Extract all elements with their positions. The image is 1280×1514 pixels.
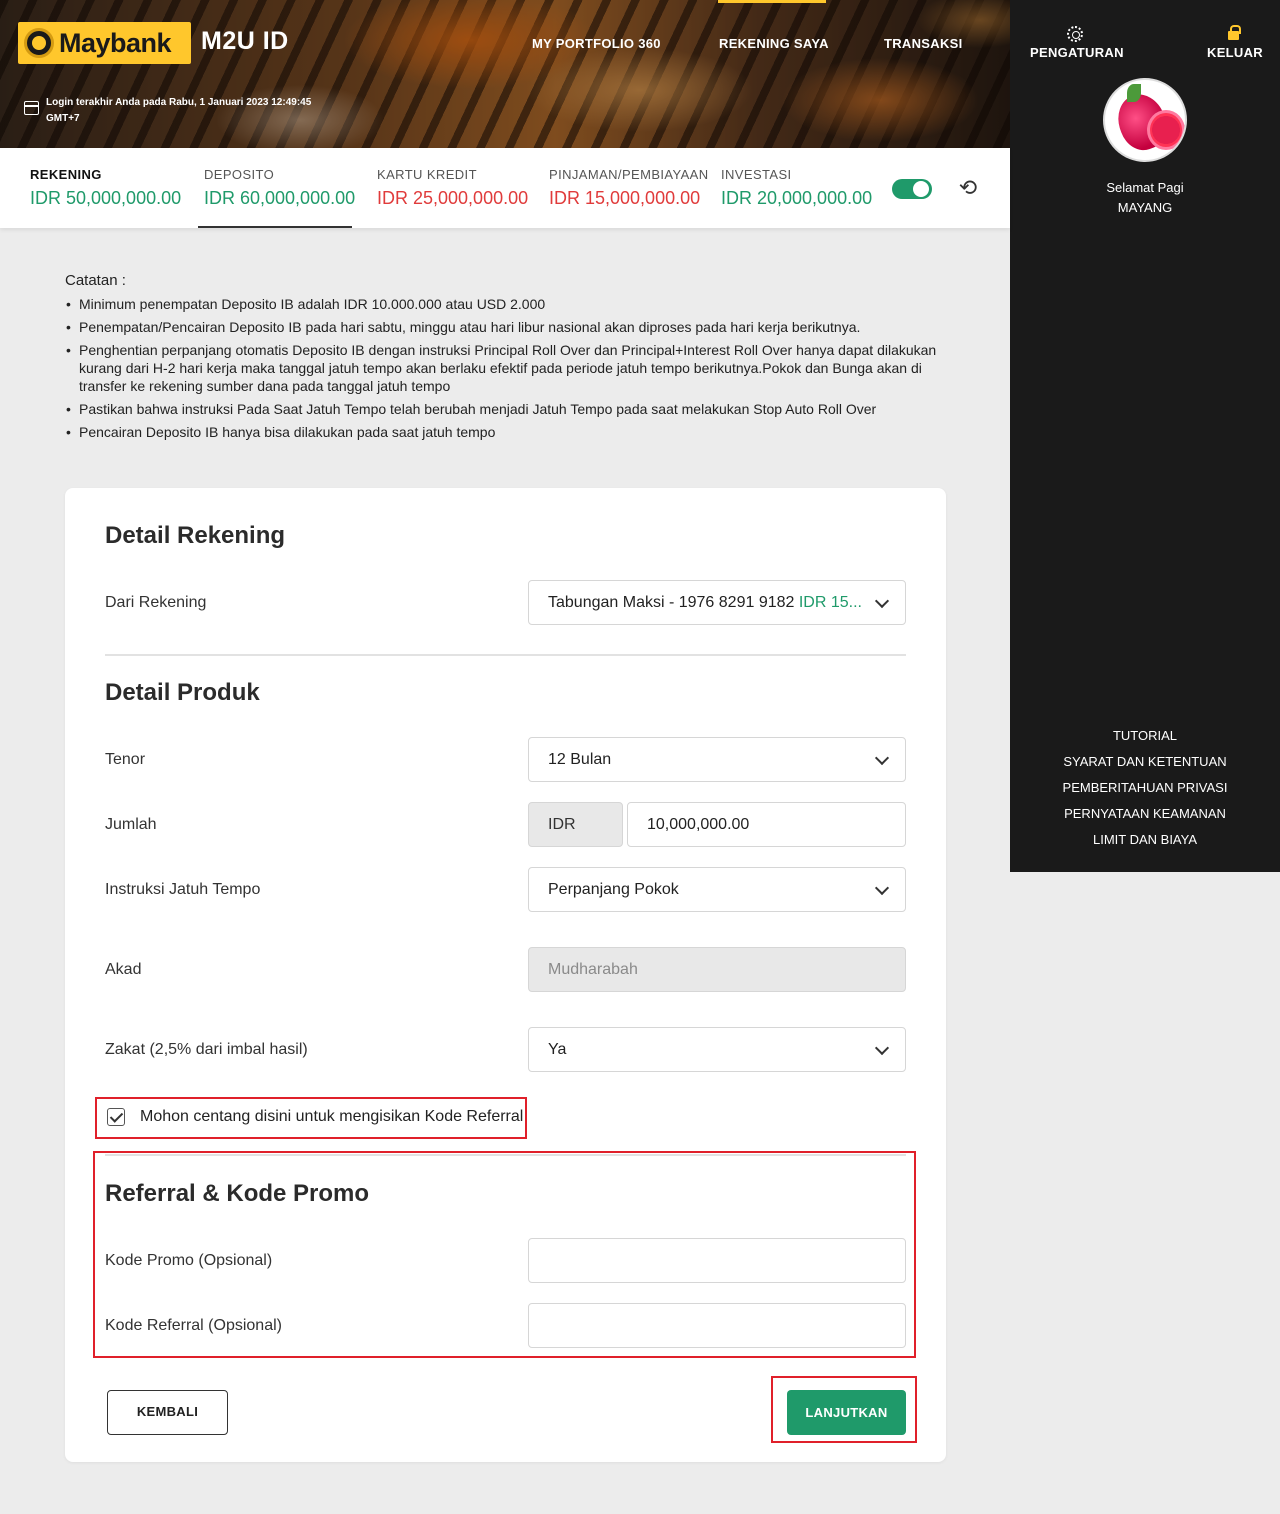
note-item: • Minimum penempatan Deposito IB adalah IDR 10.000.000 atau USD 2.000 bbox=[65, 295, 945, 313]
notes-title: Catatan : bbox=[65, 272, 126, 289]
jumlah-input[interactable]: 10,000,000.00 bbox=[627, 802, 906, 847]
app-name: M2U ID bbox=[201, 27, 289, 55]
dari-rekening-value: Tabungan Maksi - 1976 8291 9182 bbox=[548, 594, 799, 611]
link-tutorial[interactable]: TUTORIAL bbox=[1112, 728, 1178, 743]
tenor-value: 12 Bulan bbox=[548, 751, 612, 768]
instruksi-label: Instruksi Jatuh Tempo bbox=[105, 881, 261, 898]
summary-label: REKENING bbox=[30, 167, 102, 182]
deposit-form-card bbox=[65, 488, 946, 1462]
continue-button-highlight-box bbox=[771, 1376, 917, 1443]
nav-rekening-saya[interactable]: REKENING SAYA bbox=[719, 36, 829, 51]
summary-value: IDR 20,000,000.00 bbox=[721, 188, 873, 208]
zakat-label: Zakat (2,5% dari imbal hasil) bbox=[105, 1041, 308, 1058]
summary-label: INVESTASI bbox=[721, 167, 792, 182]
referral-label: Kode Referral (Opsional) bbox=[105, 1317, 282, 1334]
continue-button[interactable]: LANJUTKAN bbox=[787, 1390, 906, 1435]
currency-box: IDR bbox=[528, 802, 623, 847]
summary-kartu-kredit[interactable] bbox=[377, 167, 528, 209]
section-divider bbox=[105, 654, 906, 656]
checkbox-highlight-box bbox=[95, 1097, 527, 1139]
note-item: • Penempatan/Pencairan Deposito IB pada hari sabtu, minggu atau hari libur nasional akan diproses pada hari kerja berikutnya. bbox=[65, 318, 945, 336]
lock-icon[interactable] bbox=[1228, 31, 1239, 40]
summary-value: IDR 15,000,000.00 bbox=[549, 188, 701, 208]
chevron-down-icon bbox=[875, 1041, 889, 1055]
note-item: • Penghentian perpanjang otomatis Deposito IB dengan instruksi Principal Roll Over dan Principal+Interest Roll Over hanya dapat dilakukan kurang dari H-2 hari kerja maka tanggal jatuh tempo akan berlaku efektif pada periode jatuh tempo berikutnya.Pokok dan Bunga akan di transfer ke rekening sumber dana pada tanggal jatuh tempo bbox=[65, 341, 945, 395]
summary-label: PINJAMAN/PEMBIAYAAN bbox=[549, 167, 709, 182]
summary-value: IDR 60,000,000.00 bbox=[204, 188, 356, 208]
balance-visibility-toggle[interactable] bbox=[892, 179, 932, 199]
referral-checkbox-label[interactable]: Mohon centang disini untuk mengisikan Kode Referral bbox=[140, 1108, 524, 1125]
chevron-down-icon bbox=[875, 751, 889, 765]
calendar-clock-icon bbox=[24, 101, 39, 115]
settings-link[interactable]: PENGATURAN bbox=[1030, 45, 1124, 60]
summary-label: DEPOSITO bbox=[204, 167, 275, 182]
summary-value: IDR 25,000,000.00 bbox=[377, 188, 529, 208]
active-tab-underline bbox=[198, 226, 352, 228]
summary-label: KARTU KREDIT bbox=[377, 167, 477, 182]
summary-deposito[interactable] bbox=[204, 167, 355, 209]
footer-links bbox=[1010, 728, 1280, 858]
chevron-down-icon bbox=[875, 594, 889, 608]
side-panel bbox=[1010, 0, 1280, 872]
dari-rekening-amount: IDR 15... bbox=[798, 594, 862, 611]
zakat-select[interactable] bbox=[528, 1027, 906, 1072]
last-login-info bbox=[24, 95, 331, 127]
note-item: • Pastikan bahwa instruksi Pada Saat Jatuh Tempo telah berubah menjadi Jatuh Tempo pada saat melakukan Stop Auto Roll Over bbox=[65, 400, 945, 418]
notes-list bbox=[65, 295, 945, 441]
detail-rekening-title: Detail Rekening bbox=[105, 522, 286, 549]
logout-link[interactable]: KELUAR bbox=[1207, 45, 1263, 60]
header-banner bbox=[0, 0, 1010, 148]
dari-rekening-label: Dari Rekening bbox=[105, 594, 207, 611]
tenor-label: Tenor bbox=[105, 751, 146, 768]
logo-text: Maybank bbox=[59, 27, 172, 58]
link-limit-fees[interactable]: LIMIT DAN BIAYA bbox=[1092, 832, 1198, 847]
refresh-icon[interactable]: ⟲ bbox=[958, 175, 978, 200]
note-item: • Pencairan Deposito IB hanya bisa dilakukan pada saat jatuh tempo bbox=[65, 423, 945, 441]
greeting-text: Selamat Pagi bbox=[1106, 180, 1184, 195]
link-privacy[interactable]: PEMBERITAHUAN PRIVASI bbox=[1062, 780, 1228, 795]
summary-value: IDR 50,000,000.00 bbox=[30, 188, 182, 208]
referral-promo-title: Referral & Kode Promo bbox=[105, 1180, 370, 1207]
jumlah-label: Jumlah bbox=[105, 816, 157, 833]
user-name: MAYANG bbox=[1117, 200, 1173, 215]
avatar[interactable] bbox=[1103, 78, 1187, 162]
greeting bbox=[1010, 178, 1280, 218]
link-terms[interactable]: SYARAT DAN KETENTUAN bbox=[1063, 754, 1227, 769]
nav-active-indicator bbox=[718, 0, 826, 3]
maybank-logo[interactable] bbox=[18, 22, 191, 64]
summary-investasi[interactable] bbox=[721, 167, 872, 209]
summary-pinjaman[interactable] bbox=[549, 167, 709, 209]
dari-rekening-select[interactable] bbox=[528, 580, 906, 625]
nav-my-portfolio[interactable]: MY PORTFOLIO 360 bbox=[532, 36, 661, 51]
dragon-fruit-slice-image bbox=[1147, 110, 1185, 150]
summary-rekening[interactable] bbox=[30, 167, 181, 209]
last-login-text: Login terakhir Anda pada Rabu, 1 Januari 2023 12:49:45 GMT+7 bbox=[46, 97, 312, 124]
nav-transaksi[interactable]: TRANSAKSI bbox=[884, 36, 963, 51]
promo-label: Kode Promo (Opsional) bbox=[105, 1252, 273, 1269]
leaf-image bbox=[1127, 84, 1141, 102]
akad-field: Mudharabah bbox=[528, 947, 906, 992]
referral-section-highlight-box bbox=[93, 1151, 916, 1358]
zakat-value: Ya bbox=[548, 1041, 567, 1058]
link-security[interactable]: PERNYATAAN KEAMANAN bbox=[1064, 806, 1226, 821]
chevron-down-icon bbox=[875, 881, 889, 895]
akad-label: Akad bbox=[105, 961, 142, 978]
gear-icon[interactable] bbox=[1067, 26, 1083, 42]
back-button[interactable]: KEMBALI bbox=[107, 1390, 228, 1435]
tiger-logo-icon bbox=[24, 28, 54, 58]
instruksi-value: Perpanjang Pokok bbox=[548, 881, 679, 898]
tenor-select[interactable] bbox=[528, 737, 906, 782]
detail-produk-title: Detail Produk bbox=[105, 679, 260, 706]
notes-section bbox=[65, 272, 945, 446]
instruksi-select[interactable] bbox=[528, 867, 906, 912]
account-summary-bar bbox=[0, 148, 1010, 228]
